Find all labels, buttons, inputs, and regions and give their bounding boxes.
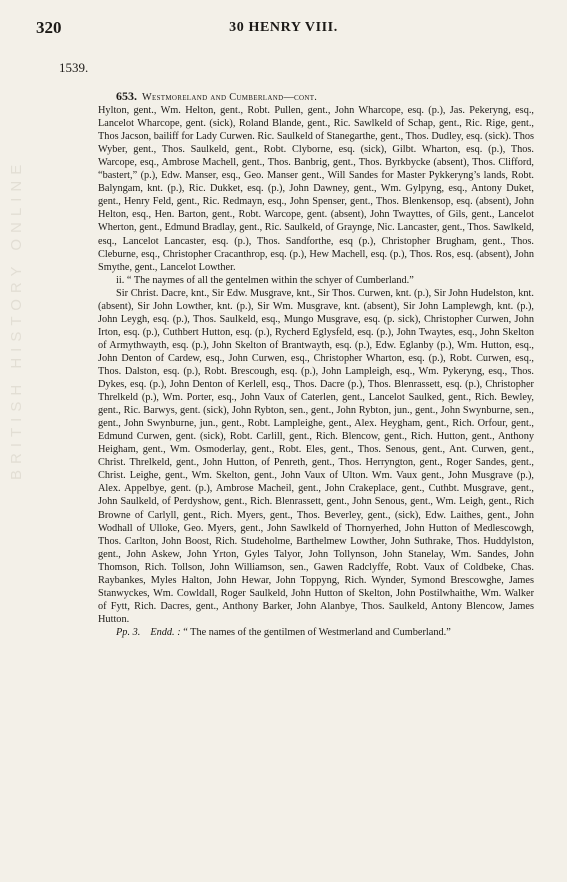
endorsement-text: “ The names of the gentilmen of Westmerland and Cumberland.” xyxy=(183,626,451,638)
watermark: BRITISH HISTORY ONLINE xyxy=(8,158,25,480)
endorsement-label: Endd. : xyxy=(150,626,181,638)
page-number: 320 xyxy=(36,18,62,37)
entry-number: 653. xyxy=(116,89,137,103)
entry-body xyxy=(98,90,534,639)
endorsement-note xyxy=(98,626,534,639)
running-title: 30 HENRY VIII. xyxy=(229,20,338,35)
pages-count: Pp. 3. xyxy=(116,626,141,638)
paragraph-westmoreland-list: Hylton, gent., Wm. Helton, gent., Robt. Pullen, gent., John Wharcope, esq. (p.), Jas. Pekeryng, esq., Lancelot Wharcope, gent. (sick), Roland Blande, gent., Ric. Sawlkeld of Schap, gent., Ric. Rige, gent., Thos Jacson, bailiff for Lady Curwen. Ric. Saulkeld of Stanegarthe, gent., Thos. Dudley, esq. (sick). Thos Wyber, gent., Thos. Saulkeld, gent., Robt. Clyborne, esq. (sick), Gilbt. Wharton, esq. (p.), Thos. Warcope, esq., Ambrose Machell, gent., Thos. Banbrig, gent., Thos. Byrkbycke (absent), Thos. Clifford, “bastert,” (p.), Edw. Manser, esq., Geo. Manser gent., Will Sandes for Master Pykkeryng’s lands, Robt. Balyngam, knt. (p.), Ric. Dukket, esq. (p.), John Dawney, gent., Wm. Gylpyng, esq., Antony Duket, gent., Henry Feld, gent., Ric. Redmayn, esq., John Spenser, gent., Thos. Blenkensop, esq. (absent), John Helton, esq., Hen. Barton, gent., Robt. Warcope, gent. (absent), John Twayttes, of Gils, gent., Lancelot Wherton, gent., Edmund Bradlay, gent., Ric. Saulkeld, of Graynge, Nic. Lancaster, gent., Thos. Sawlkeld, esq., Lancelot Lancaster, esq. (p.), Thos. Sandforthe, esq (p.), Christopher Brugham, gent., Thos. Cleburne, esq., Christopher Cracanthrop, esq. (p.), Hew Machell, esq. (p.), Thos. Ros, esq. (absent), John Smythe, gent., Lancelot Lowther. xyxy=(98,105,535,273)
paragraph-cumberland-list: Sir Christ. Dacre, knt., Sir Edw. Musgrave, knt., Sir Thos. Curwen, knt. (p.), Sir John Hudelston, knt. (absent), Sir John Lowther, knt. (p.), Sir Wm. Musgrave, knt. (absent), Sir John Lamplewgh, knt. (p.), John Leygh, esq. (p.), Thos. Saulkeld, esq., Mungo Musgrave, esq. (p. sick), Christopher Curwen, John Irton, esq. (p.), Cuthbert Hutton, esq. (p.), Rycherd Eglysfeld, esq. (p.), John Twaytes, esq., John Skelton of Armythwayth, esq. (p.), John Skelton of Brantwayth, esq. (p.), Edw. Eglanby (p.), Wm. Hutton, esq., John Denton of Cardew, esq., John Curwen, esq., Christopher Wharton, esq. (p.), Robt. Curwen, esq., Thos. Dalston, esq. (p.), Robt. Brescough, esq. (p.), John Lampleigh, esq., Wm. Pykeryng, esq., Thos. Dykes, esq. (p.), John Denton of Kerlell, esq., Thos. Dacre (p.), Thos. Blenrassett, esq. (p.), Christopher Threlkeld (p.), Wm. Porter, esq., John Vaux of Caterlen, gent., Lancelot Saulked, gent., Rich. Bewley, gent., Ric. Barwys, gent. (sick), John Rybton, sen., gent., John Rybton, jun., gent., John Swynburne, sen., gent., John Swynburne, jun., gent., Robt. Lampleighe, gent., Alex. Heygham, gent., Rich. Orfour, gent., Edmund Curwen, gent. (sick), Robt. Carlill, gent., Rich. Blencow, gent., Rich. Hutton, gent., Anthony Heigham, gent., Wm. Osmoderlay, gent., Robt. Eles, gent., Thos. Senous, gent., Ant. Curwen, gent., Christ. Threlkeld, gent., John Hutton, of Penreth, gent., Thos. Herryngton, gent., Roger Sandes, gent., Christ. Leighe, gent., Wm. Skelton, gent., John Vaux of Ulton. Wm. Vaux gent., John Musgrave (p.), Alex. Appelbye, gent. (p.), Ambrose Macheil, gent., John Crakeplace, gent., Cuthbt. Musgrave, gent., John Saulkeld, of Perdyshow, gent., Rich. Blenrassett, gent., John Senous, gent., Wm. Leigh, gent., Rich Browne of Carlyll, gent., Rich. Myers, gent., Thos. Beverley, gent., (sick), Edw. Laithes, gent., John Wodhall of Ulloke, Geo. Myers, gent., John Sawlkeld of Thornyerhed, John Hutton of Medlescowgh, Thos. Carlton, John Boost, Rich. Studeholme, Barthelmew Lowther, John Suthrake, Thos. Huddylston, gent., John Askew, John Yrton, Gyles Talyor, John Tollynson, John Stanelay, Wm. Sandes, John Thomson, Rich. Tollson, John Williamson, sen., Gawen Radclyffe, Robt. Vaux of Coldbeke, Chas. Raybankes, Myles Halton, John Hewar, John Toppyng, Rich. Wynder, Symond Brescowghe, James Stanwyckes, Wm. Cowldall, Roger Saulkeld, John Hutton of Skelton, John Postilwhaithe, Wm. Walker of Fytt, Rich. Dacres, gent., Anthony Barker, John Alanbye, Thos. Saulkeld, Antony Blencow, James Hutton. xyxy=(98,287,534,625)
year-margin-note: 1539. xyxy=(59,60,89,75)
section-heading-cumberland: ii. “ The naymes of all the gentelmen within the schyer of Cumberland.” xyxy=(116,274,414,286)
page-header xyxy=(0,18,567,40)
entry-title: Westmoreland and Cumberland—cont. xyxy=(142,92,318,103)
entry-heading xyxy=(98,90,534,104)
